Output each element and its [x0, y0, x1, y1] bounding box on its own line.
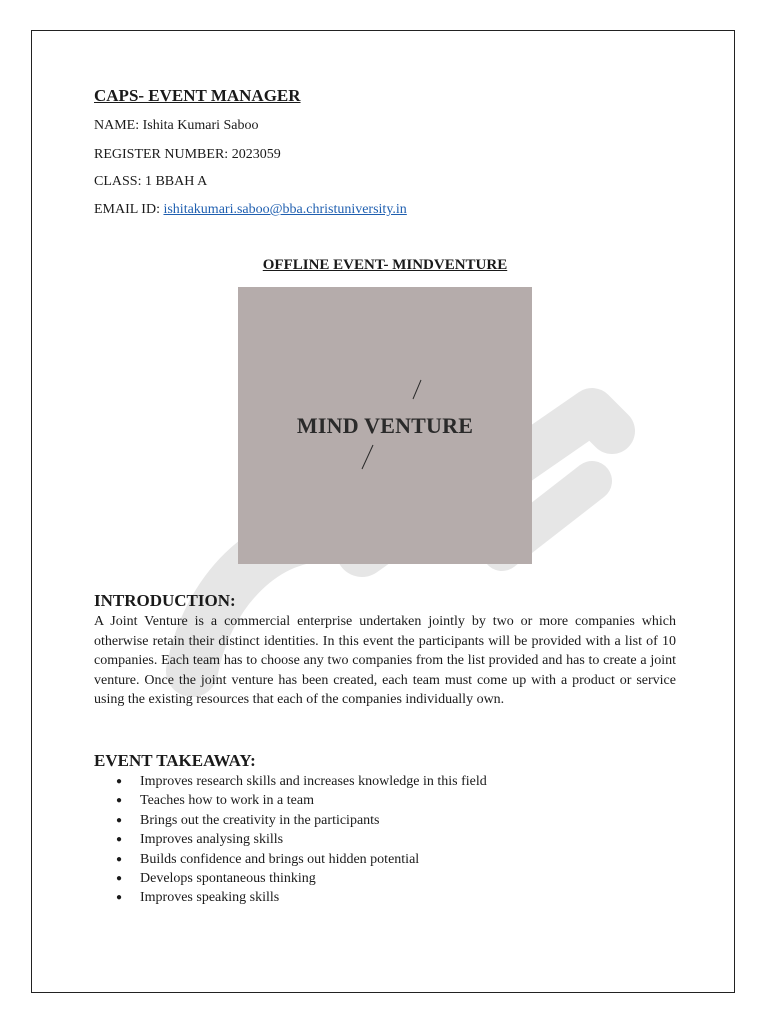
list-item: ● Improves research skills and increases knowledge in this field: [94, 772, 676, 791]
register-number-line: [94, 147, 281, 163]
class-line: [94, 174, 207, 190]
bullet-icon: ●: [116, 873, 123, 885]
list-item: ● Improves speaking skills: [94, 888, 676, 907]
takeaway-heading: EVENT TAKEAWAY:: [94, 751, 256, 770]
event-heading: OFFLINE EVENT- MINDVENTURE: [262, 257, 508, 273]
register-number-value: 2023059: [231, 147, 281, 162]
name-value: Ishita Kumari Saboo: [142, 118, 259, 133]
bullet-icon: ●: [116, 892, 123, 904]
email-link[interactable]: ishitakumari.saboo@bba.christuniversity.in: [163, 202, 407, 217]
class-label: CLASS:: [94, 174, 142, 189]
introduction-heading: INTRODUCTION:: [94, 591, 236, 610]
bullet-icon: ●: [116, 795, 123, 807]
event-logo: [238, 287, 532, 564]
list-item: ● Builds confidence and brings out hidden potential: [94, 850, 676, 869]
email-line: [94, 202, 407, 218]
list-item: ● Teaches how to work in a team: [94, 791, 676, 810]
bullet-icon: ●: [116, 776, 123, 787]
document-page: [31, 30, 735, 993]
list-item: ● Improves analysing skills: [94, 830, 676, 849]
list-item: ● Brings out the creativity in the participants: [94, 811, 676, 830]
register-number-label: REGISTER NUMBER:: [94, 147, 229, 162]
class-value: 1 BBAH A: [144, 174, 208, 189]
takeaway-list: [94, 772, 676, 908]
name-line: [94, 118, 259, 134]
bullet-icon: ●: [116, 834, 123, 846]
bullet-icon: ●: [116, 853, 123, 865]
introduction-text: A Joint Venture is a commercial enterprise undertaken jointly by two or more companies which otherwise retain their distinct identities. In this event the participants will be provided with a list of 10 companies. Each team has to choose any two companies from the list provided and has to create a joint venture. Once the joint venture has been created, each team must come up with a product or service using the existing resources that each of the companies individually own.: [94, 614, 676, 707]
document-title: CAPS- EVENT MANAGER: [94, 86, 301, 105]
name-label: NAME:: [94, 118, 140, 133]
event-logo-text: MIND VENTURE: [296, 413, 474, 438]
email-label: EMAIL ID:: [94, 202, 160, 217]
bullet-icon: ●: [116, 814, 123, 826]
list-item: ● Develops spontaneous thinking: [94, 869, 676, 888]
